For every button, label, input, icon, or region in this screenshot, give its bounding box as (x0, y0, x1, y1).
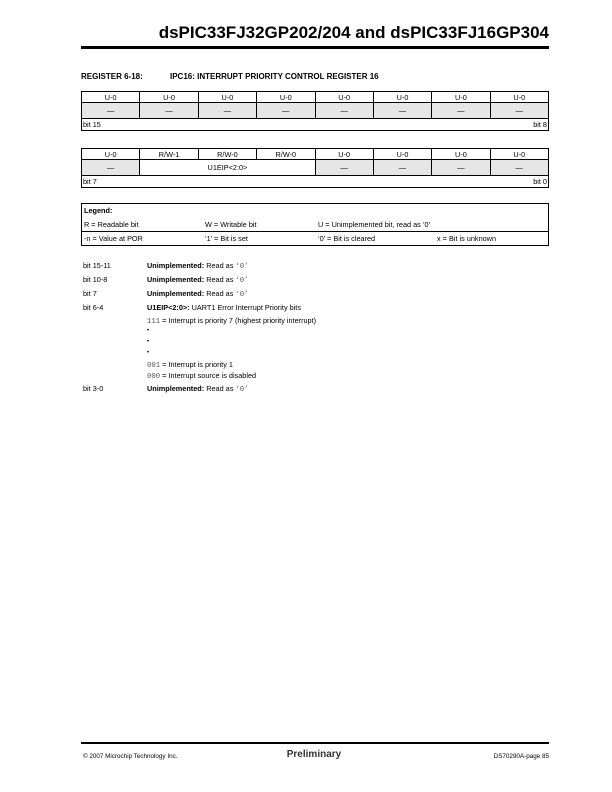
bit-description (147, 275, 249, 286)
field-name: Unimplemented: (147, 289, 205, 298)
bit-field-cell: — (82, 160, 140, 176)
bit-description (147, 384, 249, 395)
bit-description (147, 261, 249, 272)
bit-low-label: bit 0 (533, 177, 547, 186)
ellipsis-bullet: • (147, 328, 150, 334)
description-text: Read as (206, 289, 234, 298)
footer-status: Preliminary (286, 749, 342, 760)
bit-field-cell: — (432, 103, 490, 119)
field-name: Unimplemented: (147, 261, 205, 270)
legend-unimplemented: U = Unimplemented bit, read as ‘0’ (318, 220, 431, 229)
bit-range-row (82, 176, 549, 188)
bit-range-label: bit 6-4 (83, 303, 104, 312)
access-type-cell: U-0 (82, 149, 140, 160)
reset-value: ‘0’ (235, 263, 249, 271)
register-upper-byte-table (81, 91, 549, 131)
ellipsis-bullet: • (147, 339, 150, 345)
description-text: Read as (206, 275, 234, 284)
field-name: U1EIP<2:0>: (147, 303, 190, 312)
bit-field-cell: — (198, 103, 256, 119)
bit-field-cell: — (490, 160, 548, 176)
setting-item (147, 316, 316, 327)
legend-readable: R = Readable bit (84, 220, 139, 229)
bit-field-cell: — (432, 160, 490, 176)
access-type-cell: U-0 (373, 149, 431, 160)
bit-description (147, 303, 301, 313)
access-type-cell: U-0 (257, 92, 315, 103)
bit-field-cell: — (373, 103, 431, 119)
legend-bit-unknown: x = Bit is unknown (437, 234, 497, 243)
bit-range-label: bit 15-11 (83, 261, 111, 270)
header-rule (81, 46, 549, 49)
description-text: Read as (206, 384, 234, 393)
access-type-cell: R/W-0 (257, 149, 315, 160)
bit-field-row (82, 103, 549, 119)
access-type-cell: U-0 (490, 149, 548, 160)
bit-field-cell: — (140, 103, 198, 119)
access-type-cell: U-0 (315, 149, 373, 160)
bit-range-cell (82, 119, 549, 131)
bit-field-cell: — (315, 103, 373, 119)
u1eip-field-cell: U1EIP<2:0> (140, 160, 315, 176)
bit-range-cell (82, 176, 549, 188)
bit-field-cell: — (315, 160, 373, 176)
access-type-cell: U-0 (490, 92, 548, 103)
document-title: dsPIC33FJ32GP202/204 and dsPIC33FJ16GP304 (158, 23, 549, 42)
setting-code: 001 (147, 362, 161, 370)
field-name: Unimplemented: (147, 275, 205, 284)
legend-bit-cleared: ‘0’ = Bit is cleared (318, 234, 376, 243)
bit-field-cell: — (82, 103, 140, 119)
setting-code: 000 (147, 373, 161, 381)
field-name: Unimplemented: (147, 384, 205, 393)
access-type-row (82, 92, 549, 103)
setting-code: 111 (147, 318, 161, 326)
legend-box (81, 203, 549, 246)
bit-range-label: bit 10-8 (83, 275, 108, 284)
bit-high-label: bit 7 (83, 177, 97, 186)
setting-text: = Interrupt source is disabled (162, 371, 257, 380)
access-type-cell: U-0 (140, 92, 198, 103)
access-type-cell: R/W-0 (198, 149, 256, 160)
access-type-cell: U-0 (315, 92, 373, 103)
access-type-cell: U-0 (432, 92, 490, 103)
access-type-cell: U-0 (373, 92, 431, 103)
legend-bit-set: ‘1’ = Bit is set (205, 234, 248, 243)
bit-field-cell: — (373, 160, 431, 176)
register-number: REGISTER 6-18: (81, 72, 143, 81)
access-type-cell: R/W-1 (140, 149, 198, 160)
ellipsis-bullet: • (147, 350, 150, 356)
register-title: IPC16: INTERRUPT PRIORITY CONTROL REGISTER 16 (170, 72, 379, 81)
bit-field-cell: — (257, 103, 315, 119)
reset-value: ‘0’ (235, 277, 249, 285)
bit-description (147, 289, 249, 300)
access-type-cell: U-0 (82, 92, 140, 103)
bit-high-label: bit 15 (83, 120, 101, 129)
footer-page-number: DS70290A-page 85 (493, 753, 549, 760)
access-type-cell: U-0 (432, 149, 490, 160)
bit-field-row (82, 160, 549, 176)
bit-range-label: bit 7 (83, 289, 97, 298)
bit-range-row (82, 119, 549, 131)
description-text: Read as (206, 261, 234, 270)
bit-range-label: bit 3-0 (83, 384, 104, 393)
bit-field-cell: — (490, 103, 548, 119)
legend-writable: W = Writable bit (205, 220, 257, 229)
reset-value: ‘0’ (235, 291, 249, 299)
legend-heading: Legend: (84, 206, 113, 215)
setting-item (147, 371, 256, 382)
footer-copyright: © 2007 Microchip Technology Inc. (83, 753, 178, 760)
register-lower-byte-table (81, 148, 549, 188)
description-text: UART1 Error Interrupt Priority bits (191, 303, 301, 312)
setting-text: = Interrupt is priority 1 (162, 360, 233, 369)
setting-item (147, 360, 233, 371)
access-type-cell: U-0 (198, 92, 256, 103)
legend-por: -n = Value at POR (84, 234, 143, 243)
bit-low-label: bit 8 (533, 120, 547, 129)
legend-divider (82, 231, 548, 232)
footer-rule (81, 742, 549, 744)
setting-text: = Interrupt is priority 7 (highest priority interrupt) (162, 316, 317, 325)
access-type-row (82, 149, 549, 160)
reset-value: ‘0’ (235, 386, 249, 394)
